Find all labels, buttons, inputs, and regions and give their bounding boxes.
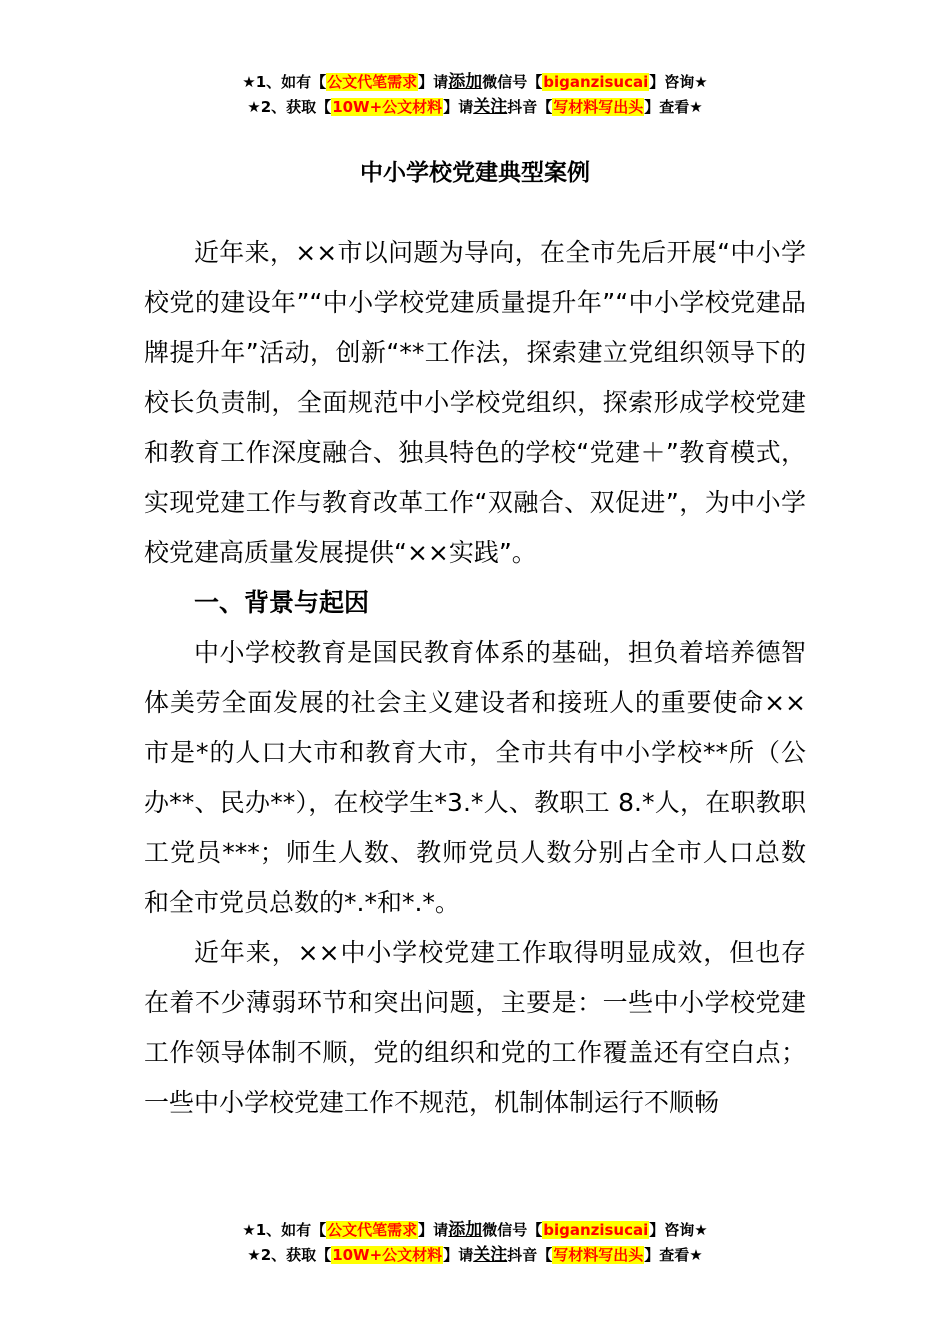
notice-line-1 [0, 70, 950, 95]
section-heading: 一、背景与起因 [194, 588, 370, 617]
notice-text: 】请 [418, 1221, 449, 1239]
notice-highlight: 公文代笔需求 [327, 73, 418, 91]
notice-underline: 关注 [473, 1245, 508, 1265]
notice-text: 】请 [443, 1246, 474, 1264]
notice-highlight: 写材料写出头 [553, 98, 644, 116]
notice-highlight: 10W+公文材料 [332, 1246, 443, 1264]
notice-text: ★1、如有【 [242, 73, 327, 91]
footer-notice [0, 1218, 950, 1268]
notice-underline: 关注 [473, 97, 508, 117]
notice-text: ★2、获取【 [247, 98, 332, 116]
notice-highlight: 10W+公文材料 [332, 98, 443, 116]
notice-text: 】查看★ [644, 1246, 703, 1264]
notice-text: 抖音【 [507, 98, 553, 116]
body-paragraph: 中小学校教育是国民教育体系的基础，担负着培养德智体美劳全面发展的社会主义建设者和接班人的重要使命××市是*的人口大市和教育大市，全市共有中小学校**所（公办**、民办**），在校学生*3.*人、教职工 8.*人，在职教职工党员***；师生人数、教师党员人数分别占全市人口总数和全市党员总数的*.*和*.*。 [144, 638, 806, 917]
notice-text: 微信号【 [482, 1221, 543, 1239]
notice-text: 】查看★ [644, 98, 703, 116]
body-paragraph: 近年来，××中小学校党建工作取得明显成效，但也存在着不少薄弱环节和突出问题，主要是：一些中小学校党建工作领导体制不顺，党的组织和党的工作覆盖还有空白点；一些中小学校党建工作不规范，机制体制运行不顺畅 [144, 938, 806, 1117]
notice-text: 微信号【 [482, 73, 543, 91]
notice-text: 】请 [418, 73, 449, 91]
document-title: 中小学校党建典型案例 [360, 160, 590, 186]
notice-underline: 添加 [448, 1220, 483, 1240]
notice-line-2 [0, 1243, 950, 1268]
notice-highlight: 公文代笔需求 [327, 1221, 418, 1239]
notice-text: 】请 [443, 98, 474, 116]
intro-paragraph: 近年来，××市以问题为导向，在全市先后开展“中小学校党的建设年”“中小学校党建质量提升年”“中小学校党建品牌提升年”活动，创新“**工作法，探索建立党组织领导下的校长负责制，全面规范中小学校党组织，探索形成学校党建和教育工作深度融合、独具特色的学校“党建＋”教育模式，实现党建工作与教育改革工作“双融合、双促进”，为中小学校党建高质量发展提供“××实践”。 [144, 238, 806, 567]
notice-text: 抖音【 [507, 1246, 553, 1264]
notice-text: 】咨询★ [649, 1221, 708, 1239]
notice-text: ★1、如有【 [242, 1221, 327, 1239]
notice-line-2 [0, 95, 950, 120]
notice-line-1 [0, 1218, 950, 1243]
notice-highlight: biganzisucai [543, 1221, 649, 1239]
notice-text: ★2、获取【 [247, 1246, 332, 1264]
notice-highlight: 写材料写出头 [553, 1246, 644, 1264]
notice-text: 】咨询★ [649, 73, 708, 91]
notice-underline: 添加 [448, 72, 483, 92]
header-notice [0, 70, 950, 120]
notice-highlight: biganzisucai [543, 73, 649, 91]
document-body [144, 228, 806, 1128]
